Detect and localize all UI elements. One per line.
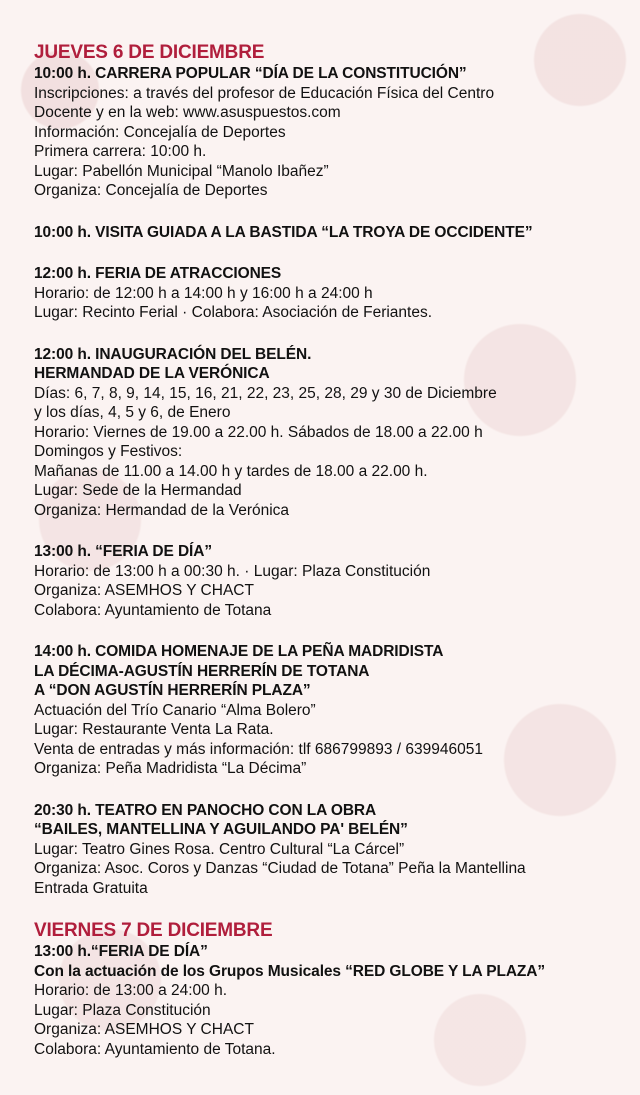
event-title: HERMANDAD DE LA VERÓNICA (34, 365, 270, 382)
event-detail: Colabora: Ayuntamiento de Totana. (34, 1040, 276, 1058)
event-detail: Lugar: Pabellón Municipal “Manolo Ibañez” (34, 162, 329, 180)
event-title: 13:00 h. “FERIA DE DÍA” (34, 543, 212, 560)
event-detail: Organiza: ASEMHOS Y CHACT (34, 582, 254, 599)
event-detail: Entrada Gratuita (34, 879, 148, 897)
event-detail: Horario: de 12:00 h a 14:00 h y 16:00 h a 24:00 h (34, 284, 373, 302)
event-detail: Actuación del Trío Canario “Alma Bolero” (34, 701, 316, 719)
event-detail: Organiza: Concejalía de Deportes (34, 182, 268, 199)
event-item (34, 264, 624, 323)
event-list (34, 64, 624, 898)
event-detail: Días: 6, 7, 8, 9, 14, 15, 16, 21, 22, 23, 25, 28, 29 y 30 de Diciembre (34, 384, 497, 402)
event-title: 14:00 h. COMIDA HOMENAJE DE LA PEÑA MADRIDISTA (34, 643, 444, 660)
event-detail: Lugar: Sede de la Hermandad (34, 482, 242, 499)
event-title: 12:00 h. FERIA DE ATRACCIONES (34, 265, 282, 282)
event-title: 20:30 h. TEATRO EN PANOCHO CON LA OBRA (34, 801, 377, 819)
event-detail: Lugar: Recinto Ferial · Colabora: Asociación de Feriantes. (34, 304, 433, 321)
event-item (34, 542, 624, 620)
event-detail: Horario: Viernes de 19.00 a 22.00 h. Sábados de 18.00 a 22.00 h (34, 423, 483, 441)
event-item (34, 642, 624, 779)
event-detail: Docente y en la web: www.asuspuestos.com (34, 104, 341, 121)
event-item (34, 345, 624, 521)
event-detail: Domingos y Festivos: (34, 443, 183, 460)
event-detail: Mañanas de 11.00 a 14.00 h y tardes de 18.00 a 22.00 h. (34, 462, 428, 480)
event-detail: y los días, 4, 5 y 6, de Enero (34, 404, 231, 421)
event-detail: Información: Concejalía de Deportes (34, 123, 286, 141)
day-title: VIERNES 7 DE DICIEMBRE (34, 920, 273, 941)
event-title: Con la actuación de los Grupos Musicales “RED GLOBE Y LA PLAZA” (34, 962, 546, 980)
event-detail: Organiza: ASEMHOS Y CHACT (34, 1021, 254, 1038)
event-detail: Lugar: Restaurante Venta La Rata. (34, 721, 274, 738)
event-item (34, 223, 624, 243)
event-list (34, 942, 624, 1059)
event-title: LA DÉCIMA-AGUSTÍN HERRERÍN DE TOTANA (34, 662, 370, 680)
event-title: “BAILES, MANTELLINA Y AGUILANDO PA' BELÉN” (34, 821, 408, 838)
event-detail: Colabora: Ayuntamiento de Totana (34, 601, 272, 619)
event-title: 10:00 h. VISITA GUIADA A LA BASTIDA “LA TROYA DE OCCIDENTE” (34, 223, 533, 241)
event-detail: Horario: de 13:00 a 24:00 h. (34, 982, 228, 999)
program-page (34, 42, 624, 1081)
day-section-friday (34, 920, 624, 1059)
event-item (34, 942, 624, 1059)
event-detail: Lugar: Plaza Constitución (34, 1001, 211, 1019)
event-item (34, 801, 624, 899)
event-detail: Primera carrera: 10:00 h. (34, 143, 207, 160)
event-detail: Venta de entradas y más información: tlf 686799893 / 639946051 (34, 740, 483, 758)
day-section-thursday (34, 42, 624, 898)
event-title: 13:00 h.“FERIA DE DÍA” (34, 943, 208, 960)
day-title: JUEVES 6 DE DICIEMBRE (34, 42, 265, 63)
event-detail: Horario: de 13:00 h a 00:30 h. · Lugar: Plaza Constitución (34, 562, 431, 580)
event-detail: Inscripciones: a través del profesor de Educación Física del Centro (34, 84, 495, 102)
event-detail: Organiza: Peña Madridista “La Décima” (34, 760, 307, 777)
event-detail: Organiza: Hermandad de la Verónica (34, 501, 290, 519)
event-item (34, 64, 624, 201)
event-title: 10:00 h. CARRERA POPULAR “DÍA DE LA CONSTITUCIÓN” (34, 65, 467, 82)
event-detail: Lugar: Teatro Gines Rosa. Centro Cultural “La Cárcel” (34, 840, 405, 858)
event-title: 12:00 h. INAUGURACIÓN DEL BELÉN. (34, 345, 312, 363)
event-detail: Organiza: Asoc. Coros y Danzas “Ciudad de Totana” Peña la Mantellina (34, 860, 526, 877)
event-title: A “DON AGUSTÍN HERRERÍN PLAZA” (34, 682, 311, 699)
